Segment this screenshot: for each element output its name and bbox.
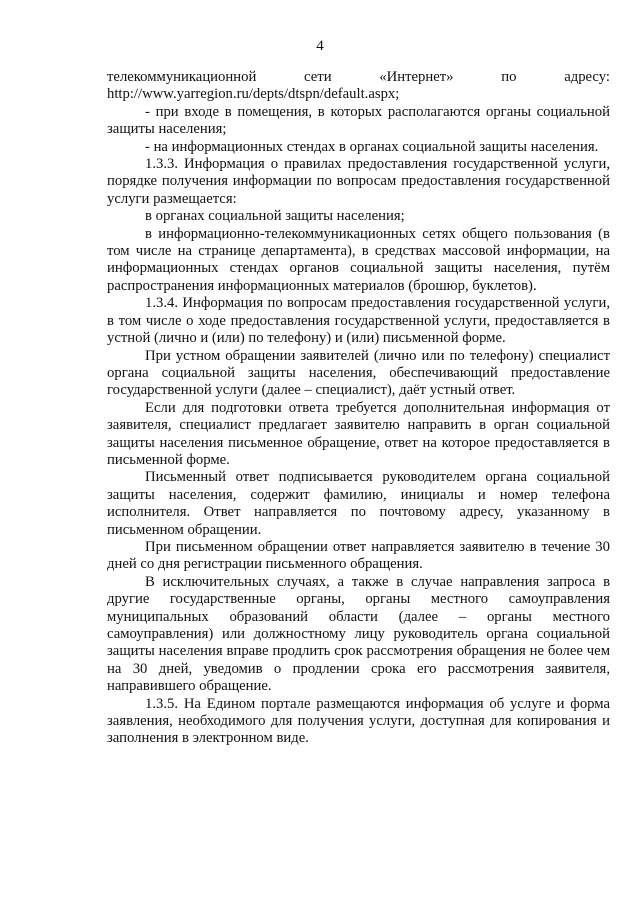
paragraph-additional-info: Если для подготовки ответа требуется дополнительная информация от заявителя, специалист предлагает заявителю направить в орган социальной защиты населения письменное обращение, ответ на которое предоставляется в письменной форме. [107, 399, 610, 468]
paragraph-exceptional-cases: В исключительных случаях, а также в случае направления запроса в другие государственные органы, органы местного самоуправления муниципальных образований области (далее – органы местного самоуправления) или должностному лицу руководитель органа социальной защиты населения вправе продлить срок рассмотрения обращения не более чем на 30 дней, уведомив о продлении срока его рассмотрения заявителя, направившего обращение. [107, 573, 610, 695]
document-body [107, 69, 610, 748]
paragraph-social-protection-bodies: в органах социальной защиты населения; [145, 208, 405, 225]
paragraph-premises-entrance: - при входе в помещения, в которых располагаются органы социальной защиты населения; [107, 103, 610, 138]
paragraph-1-3-3: 1.3.3. Информация о правилах предоставления государственной услуги, порядке получения информации по вопросам предоставления государственной услуги размещается: [107, 156, 610, 207]
paragraph-1-3-5: 1.3.5. На Едином портале размещаются информация об услуге и форма заявления, необходимого для получения услуги, доступная для копирования и заполнения в электронном виде. [107, 695, 610, 747]
paragraph-info-stands: - на информационных стендах в органах социальной защиты населения. [145, 138, 599, 155]
paragraph-public-networks: в информационно-телекоммуникационных сетях общего пользования (в том числе на странице департамента), в средствах массовой информации, на информационных стендах органов социальной защиты населения, путём распространения информационных материалов (брошюр, буклетов). [107, 225, 610, 294]
paragraph-30-days: При письменном обращении ответ направляется заявителю в течение 30 дней со дня регистрации письменного обращения. [107, 538, 610, 573]
paragraph-oral-request: При устном обращении заявителей (лично или по телефону) специалист органа социальной защиты населения, обеспечивающий предоставление государственной услуги (далее – специалист), даёт устный ответ. [107, 347, 610, 399]
paragraph-internet-address: телекоммуникационной сети «Интернет» по адресу: http://www.yarregion.ru/depts/dtspn/default.aspx; [107, 69, 610, 103]
page-number: 4 [316, 38, 324, 54]
paragraph-1-3-4: 1.3.4. Информация по вопросам предоставления государственной услуги, в том числе о ходе предоставления государственной услуги, предоставляется в устной (лично и (или) по телефону) и (или) письменной форме. [107, 295, 610, 347]
paragraph-written-answer: Письменный ответ подписывается руководителем органа социальной защиты населения, содержит фамилию, инициалы и номер телефона исполнителя. Ответ направляется по почтовому адресу, указанному в письменном обращении. [107, 469, 610, 538]
